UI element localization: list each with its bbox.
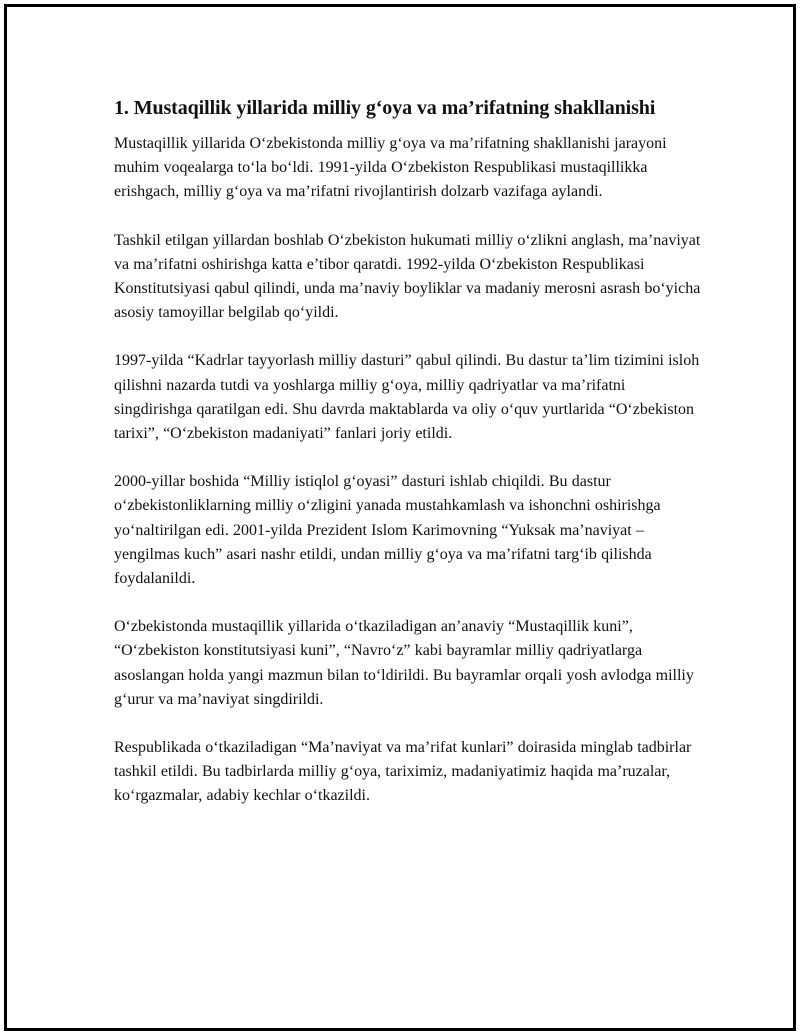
paragraph: O‘zbekistonda mustaqillik yillarida o‘tkaziladigan an’anaviy “Mustaqillik kuni”, “O‘zbekiston konstitutsiyasi kuni”, “Navro‘z” kabi bayramlar milliy qadriyatlarga asoslangan holda yangi mazmun bilan to‘ldirildi. Bu bayramlar orqali yosh avlodga milliy g‘urur va ma’naviyat singdirildi. bbox=[114, 618, 694, 708]
paragraph: Mustaqillik yillarida O‘zbekistonda milliy g‘oya va ma’rifatning shakllanishi jarayoni muhim voqealarga to‘la bo‘ldi. 1991-yilda O‘zbekiston Respublikasi mustaqillikka erishgach, milliy g‘oya va ma’rifatni rivojlantirish dolzarb vazifaga aylandi. bbox=[114, 135, 667, 201]
paragraph: 2000-yillar boshida “Milliy istiqlol g‘oyasi” dasturi ishlab chiqildi. Bu dastur o‘zbekistonliklarning milliy o‘zligini yanada mustahkamlash va ishonchni oshirishga yo‘naltirilgan edi. 2001-yilda Prezident Islom Karimovning “Yuksak ma’naviyat – yengilmas kuch” asari nashr etildi, undan milliy g‘oya va ma’rifatni targ‘ib qilishda foydalanildi. bbox=[114, 473, 661, 588]
section-heading: 1. Mustaqillik yillarida milliy g‘oya va ma’rifatning shakllanishi bbox=[114, 97, 656, 119]
paragraph: Respublikada o‘tkaziladigan “Ma’naviyat va ma’rifat kunlari” doirasida minglab tadbirlar tashkil etildi. Bu tadbirlarda milliy g‘oya, tariximiz, madaniyatimiz haqida ma’ruzalar, ko‘rgazmalar, adabiy kechlar o‘tkazildi. bbox=[114, 739, 692, 805]
document-body bbox=[114, 94, 704, 833]
paragraph: Tashkil etilgan yillardan boshlab O‘zbekiston hukumati milliy o‘zlikni anglash, ma’naviyat va ma’rifatni oshirishga katta e’tibor qaratdi. 1992-yilda O‘zbekiston Respublikasi Konstitutsiyasi qabul qilindi, unda ma’naviy boyliklar va madaniy merosni asrash bo‘yicha asosiy tamoyillar belgilab qo‘yildi. bbox=[114, 231, 701, 322]
paragraph: 1997-yilda “Kadrlar tayyorlash milliy dasturi” qabul qilindi. Bu dastur ta’lim tizimini isloh qilishni nazarda tutdi va yoshlarga milliy g‘oya, milliy qadriyatlar va ma’rifatni singdirishga qaratilgan edi. Shu davrda maktablarda va oliy o‘quv yurtlarida “O‘zbekiston tarixi”, “O‘zbekiston madaniyati” fanlari joriy etildi. bbox=[114, 352, 700, 443]
